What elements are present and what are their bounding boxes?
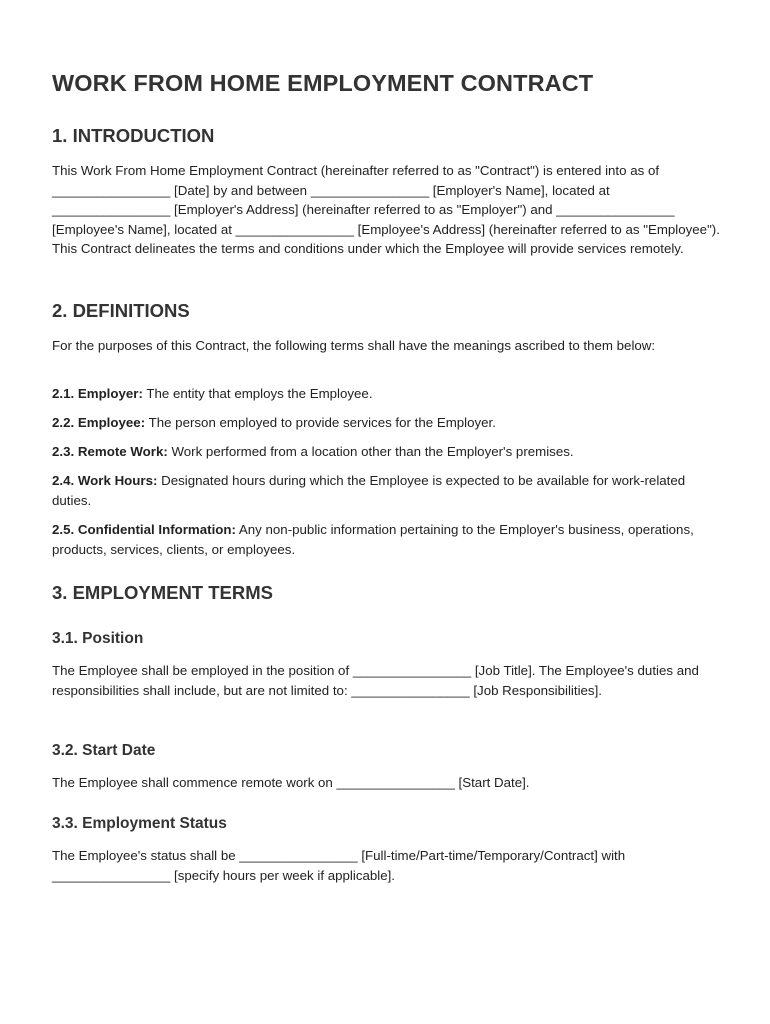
definition-term: 2.2. Employee: — [52, 415, 146, 430]
definitions-intro: For the purposes of this Contract, the following terms shall have the meanings ascribed to them below: — [52, 338, 656, 353]
section-definitions-heading: 2. DEFINITIONS — [52, 300, 190, 321]
definition-text: Any non-public information pertaining to the Employer's business, operations, products, services, clients, or employees. — [52, 522, 694, 557]
introduction-paragraph: This Work From Home Employment Contract (hereinafter referred to as "Contract") is entered into as of ________________ [Date] by and between ________________ [Employer's Name], located at ________________ [Employer's Address] (hereinafter referred to as "Employer") and ________________ [Employee's Name], located at ________________ [Employee's Address] (hereinafter referred to as "Employee"). This Contract delineates the terms and conditions under which the Employee will provide services remotely. — [52, 163, 720, 256]
definition-term: 2.1. Employer: — [52, 386, 143, 401]
document-title: WORK FROM HOME EMPLOYMENT CONTRACT — [52, 70, 594, 96]
definition-term: 2.4. Work Hours: — [52, 473, 158, 488]
subsection-start-date-heading: 3.2. Start Date — [52, 742, 156, 759]
definition-employee — [52, 413, 722, 433]
section-introduction-heading: 1. INTRODUCTION — [52, 125, 215, 146]
definition-term: 2.5. Confidential Information: — [52, 522, 236, 537]
definition-text: Work performed from a location other than the Employer's premises. — [167, 444, 574, 459]
definition-employer — [52, 384, 722, 404]
definition-term: 2.3. Remote Work: — [52, 444, 168, 459]
definition-remote-work — [52, 442, 722, 462]
start-date-paragraph: The Employee shall commence remote work on ________________ [Start Date]. — [52, 775, 530, 790]
employment-status-paragraph: The Employee's status shall be ________________ [Full-time/Part-time/Temporary/Contract] with ________________ [specify hours per week if applicable]. — [52, 848, 626, 883]
definition-text: Designated hours during which the Employee is expected to be available for work-related duties. — [52, 473, 686, 508]
definition-work-hours — [52, 471, 722, 510]
position-paragraph: The Employee shall be employed in the position of ________________ [Job Title]. The Employee's duties and responsibilities shall include, but are not limited to: ________________ [Job Responsibilities]. — [52, 663, 699, 698]
subsection-employment-status-heading: 3.3. Employment Status — [52, 815, 227, 832]
definition-text: The person employed to provide services for the Employer. — [145, 415, 496, 430]
section-employment-terms-heading: 3. EMPLOYMENT TERMS — [52, 582, 273, 603]
subsection-position-heading: 3.1. Position — [52, 630, 144, 647]
definition-text: The entity that employs the Employee. — [142, 386, 373, 401]
definition-confidential-information — [52, 520, 722, 559]
